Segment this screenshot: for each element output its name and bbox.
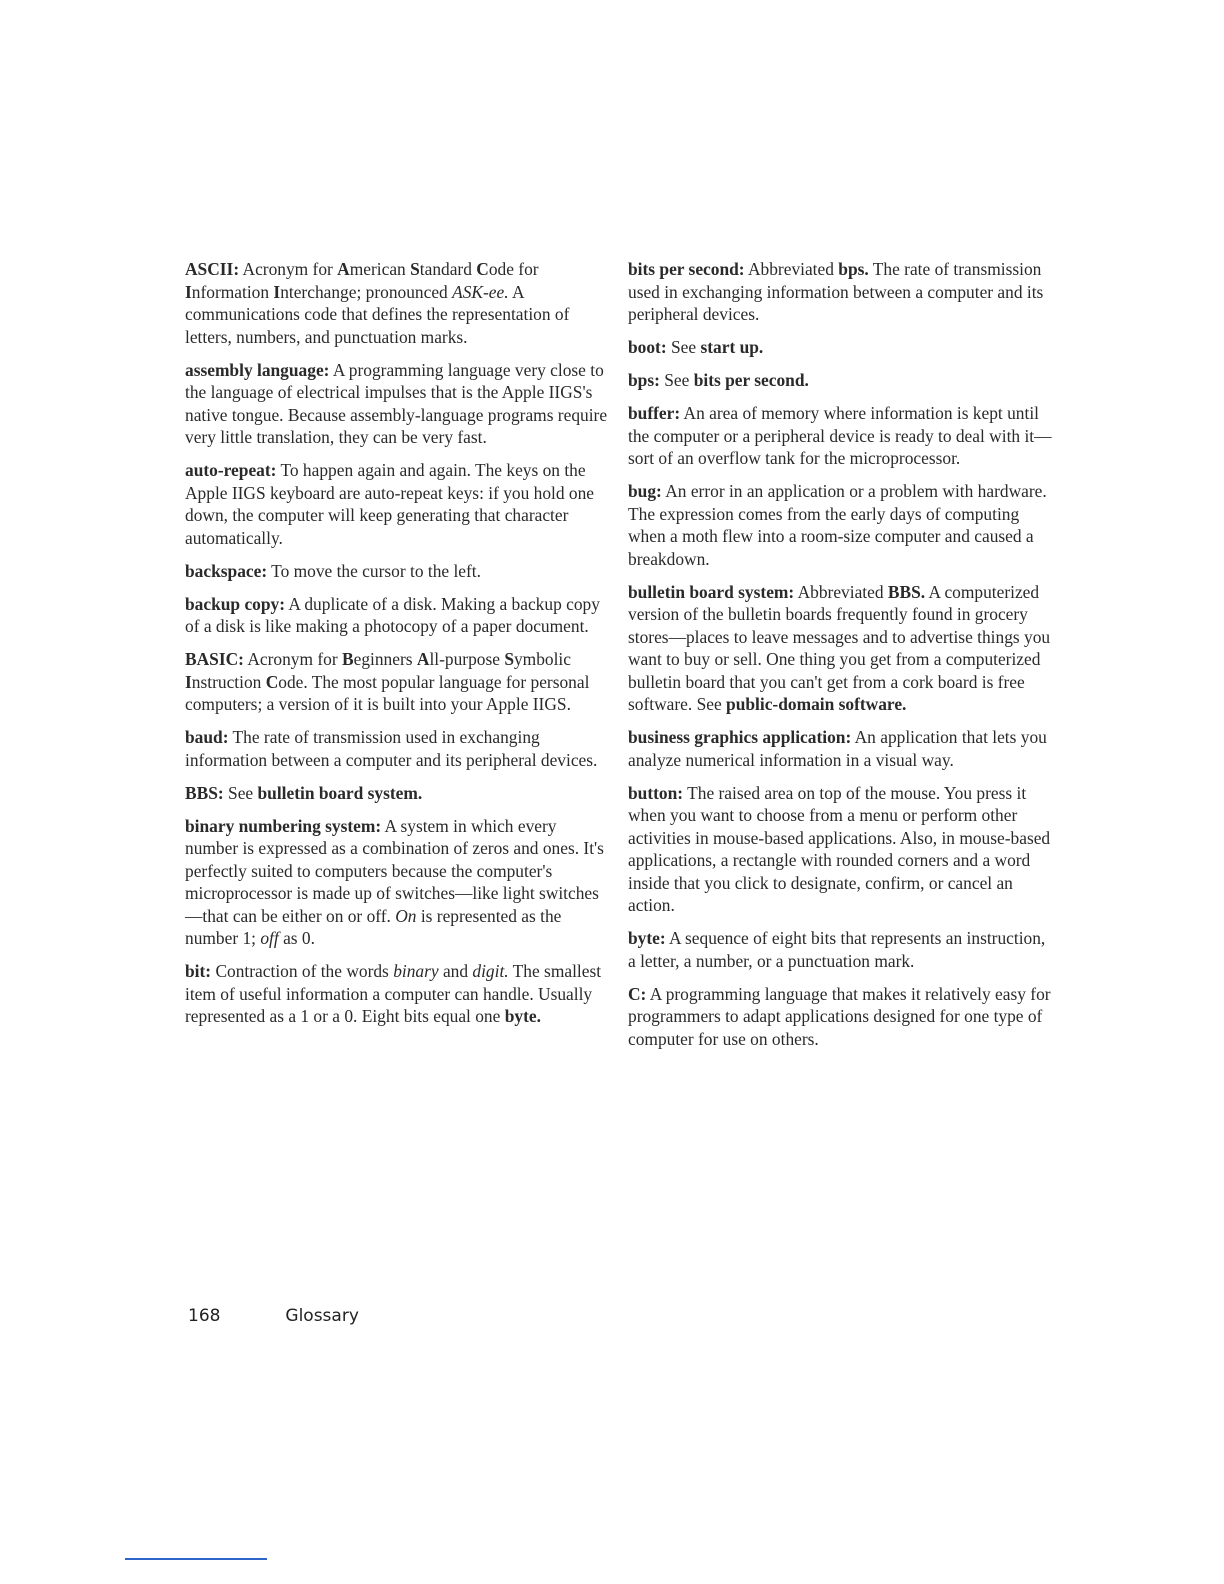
glossary-entry	[628, 258, 1056, 326]
glossary-emphasis: B	[342, 649, 354, 669]
glossary-italic: ASK-ee.	[452, 281, 509, 302]
glossary-italic: off	[260, 928, 279, 948]
glossary-definition-text: ymbolic	[513, 649, 571, 669]
section-title: Glossary	[285, 1306, 359, 1326]
glossary-entry	[628, 369, 1056, 392]
glossary-emphasis: bps.	[838, 259, 869, 279]
glossary-term: C:	[628, 983, 647, 1004]
glossary-emphasis: bulletin board system.	[257, 782, 423, 803]
glossary-term: auto-repeat:	[185, 460, 277, 480]
glossary-term: bulletin board system:	[628, 581, 795, 602]
glossary-term: bit:	[185, 961, 212, 981]
glossary-entry	[185, 782, 610, 805]
glossary-entry	[185, 593, 610, 638]
glossary-definition-text: A programming language that makes it relatively easy for programmers to adapt applications designed for one type of computer for use on others.	[628, 983, 1051, 1049]
glossary-term: bps:	[628, 370, 660, 390]
glossary-emphasis: S	[504, 649, 514, 669]
glossary-definition-text: The rate of transmission used in exchanging information between a computer and its peripheral devices.	[628, 259, 1044, 324]
glossary-entry	[628, 402, 1056, 470]
glossary-emphasis: I	[273, 281, 281, 302]
glossary-entry	[628, 480, 1056, 570]
glossary-emphasis: bits per second.	[693, 370, 809, 390]
glossary-definition-text: nstruction	[191, 671, 266, 692]
glossary-term: bits per second:	[628, 259, 745, 279]
glossary-definition-text: and	[438, 961, 473, 981]
glossary-entry	[185, 815, 610, 950]
glossary-definition-text: A programming language very close to the language of electrical impulses that is the Apple IIGS's native tongue. Because assembly-language programs require very little translation, they can be very fast.	[185, 359, 608, 447]
glossary-term: buffer:	[628, 403, 681, 423]
glossary-term: business graphics application:	[628, 727, 852, 747]
glossary-definition-text: ode for	[488, 259, 539, 279]
glossary-definition-text: Abbreviated	[794, 581, 888, 602]
page-number: 168	[188, 1306, 221, 1326]
glossary-definition-text: See	[659, 370, 694, 390]
glossary-definition-text: as 0.	[278, 928, 315, 948]
glossary-emphasis: S	[410, 259, 420, 279]
glossary-definition-text: A communications code that defines the representation of letters, numbers, and punctuation marks.	[185, 281, 570, 347]
glossary-entry	[185, 560, 610, 583]
glossary-term: backup copy:	[185, 593, 286, 614]
glossary-italic: digit.	[472, 961, 509, 981]
glossary-definition-text: A computerized version of the bulletin boards frequently found in grocery stores—places to leave messages and to advertise things you want to buy or sell. One thing you get from a computerized bulletin board that you can't get from a cork board is free software. See	[628, 581, 1051, 714]
glossary-definition-text: Abbreviated	[744, 259, 839, 279]
glossary-definition-text: is represented as the number 1;	[185, 905, 562, 948]
glossary-definition-text: The smallest item of useful information a computer can handle. Usually represented as a 1 or a 0. Eight bits equal one	[185, 961, 602, 1026]
glossary-emphasis: byte.	[504, 1006, 541, 1026]
glossary-definition-text: Acronym for	[243, 649, 342, 669]
glossary-column-left	[185, 258, 610, 1038]
glossary-emphasis: public-domain software.	[726, 694, 907, 714]
glossary-definition-text: See	[666, 337, 701, 357]
glossary-entry	[628, 782, 1056, 917]
glossary-term: ASCII:	[185, 259, 240, 279]
link-underline-rule	[125, 1558, 267, 1560]
glossary-term: baud:	[185, 727, 229, 747]
glossary-definition-text: ll-purpose	[429, 649, 505, 669]
glossary-definition-text: An error in an application or a problem with hardware. The expression comes from the early days of computing when a moth flew into a room-size computer and caused a breakdown.	[628, 481, 1047, 569]
glossary-entry	[628, 581, 1056, 716]
glossary-italic: binary	[393, 961, 439, 981]
glossary-entry	[185, 459, 610, 549]
glossary-term: byte:	[628, 928, 666, 948]
glossary-term: bug:	[628, 481, 662, 501]
glossary-definition-text: To happen again and again. The keys on the Apple IIGS keyboard are auto-repeat keys: if you hold one down, the computer will keep generating that character automatically.	[185, 460, 595, 548]
glossary-emphasis: I	[185, 671, 192, 692]
glossary-definition-text: A duplicate of a disk. Making a backup copy of a disk is like making a photocopy of a paper document.	[185, 593, 600, 636]
glossary-entry	[185, 359, 610, 449]
glossary-definition-text: An application that lets you analyze numerical information in a visual way.	[628, 727, 1047, 770]
glossary-term: BASIC:	[185, 649, 244, 669]
glossary-definition-text: A sequence of eight bits that represents an instruction, a letter, a number, or a punctuation mark.	[628, 928, 1046, 971]
glossary-entry	[185, 648, 610, 716]
glossary-definition-text: eginners	[353, 649, 417, 669]
glossary-definition-text: nterchange; pronounced	[280, 281, 453, 302]
glossary-definition-text: Contraction of the words	[211, 961, 394, 981]
glossary-definition-text: An area of memory where information is kept until the computer or a peripheral device is ready to deal with it—sort of an overflow tank for the microprocessor.	[628, 403, 1052, 468]
glossary-entry	[628, 983, 1056, 1051]
glossary-italic: On	[395, 905, 417, 926]
glossary-definition-text: See	[223, 782, 258, 803]
glossary-column-right	[628, 258, 1056, 1061]
glossary-term: binary numbering system:	[185, 815, 382, 836]
glossary-entry	[185, 258, 610, 348]
glossary-entry	[628, 336, 1056, 359]
glossary-term: assembly language:	[185, 359, 330, 380]
glossary-definition-text: Acronym for	[239, 259, 338, 279]
glossary-emphasis: C	[476, 259, 489, 279]
glossary-emphasis: C	[265, 671, 279, 692]
glossary-term: BBS:	[185, 782, 224, 803]
glossary-emphasis: A	[416, 649, 430, 669]
glossary-entry	[185, 960, 610, 1028]
glossary-term: button:	[628, 782, 684, 803]
glossary-term: backspace:	[185, 560, 268, 581]
glossary-entry	[628, 726, 1056, 771]
glossary-definition-text: A system in which every number is expressed as a combination of zeros and ones. It's perfectly suited to computers because the computer's microprocessor is made up of switches—like light switches—that can be either on or off.	[185, 815, 604, 926]
glossary-entry	[628, 927, 1056, 972]
glossary-definition-text: nformation	[191, 281, 274, 302]
glossary-emphasis: BBS.	[887, 581, 926, 602]
glossary-definition-text: tandard	[419, 259, 477, 279]
glossary-emphasis: A	[337, 259, 350, 279]
glossary-entry	[185, 726, 610, 771]
glossary-emphasis: I	[185, 281, 192, 302]
page-footer	[188, 1306, 359, 1326]
glossary-definition-text: The raised area on top of the mouse. You press it when you want to choose from a menu or perform other activities in mouse-based applications. Also, in mouse-based applications, a rectangle with rounded corners and a word inside that you click to designate, confirm, or cancel an action.	[628, 782, 1051, 915]
glossary-term: boot:	[628, 337, 667, 357]
glossary-definition-text: merican	[349, 259, 411, 279]
glossary-definition-text: ode. The most popular language for personal computers; a version of it is built into your Apple IIGS.	[185, 671, 590, 714]
glossary-definition-text: The rate of transmission used in exchanging information between a computer and its peripheral devices.	[185, 727, 598, 770]
glossary-definition-text: To move the cursor to the left.	[267, 560, 481, 581]
glossary-emphasis: start up.	[700, 337, 764, 357]
